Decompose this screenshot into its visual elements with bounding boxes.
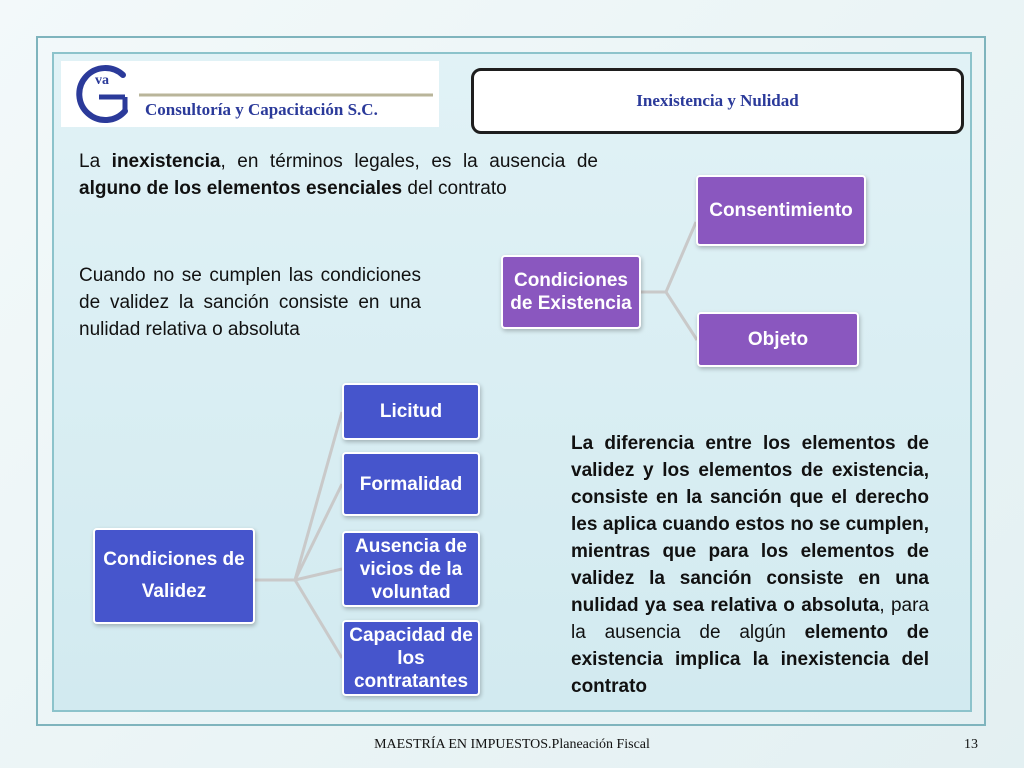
intro-text-2: , en términos legales, es la ausencia de (220, 151, 598, 172)
connector-validez-capacidad (255, 580, 342, 658)
logo-mark: va (95, 73, 109, 88)
node-capacidad: Capacidad de los contratantes (342, 620, 480, 696)
page-number: 13 (964, 737, 978, 752)
node-formalidad: Formalidad (342, 452, 480, 516)
node-condiciones-existencia: Condiciones de Existencia (501, 255, 641, 329)
intro-text-3: del contrato (402, 178, 507, 199)
intro-bold-2: alguno de los elementos esenciales (79, 178, 403, 199)
node-ausencia-vicios: Ausencia de vicios de la voluntad (342, 531, 480, 607)
difference-paragraph (571, 430, 929, 700)
connector-existence-objeto (641, 292, 697, 340)
node-condiciones-validez: Condiciones de Validez (93, 528, 255, 624)
logo-company-name: Consultoría y Capacitación S.C. (145, 100, 378, 119)
node-objeto: Objeto (697, 312, 859, 367)
slide-title: Inexistencia y Nulidad (636, 91, 799, 110)
connector-validez-licitud (255, 412, 342, 580)
validity-note: Cuando no se cumplen las condiciones de validez la sanción consiste en una nulidad relativa o absoluta (79, 265, 421, 340)
node-licitud: Licitud (342, 383, 480, 440)
intro-text-1: La (79, 151, 112, 172)
difference-bold-1: La diferencia entre los elementos de validez y los elementos de existencia, consiste en la sanción que el derecho les aplica cuando estos no se cumplen, mientras que para los elementos de validez la sanción consiste en una nulidad ya sea relativa o absoluta (571, 433, 929, 616)
difference-bold-2: elemento de existencia implica la inexistencia del contrato (571, 622, 929, 697)
difference-text-1: , para la ausencia de algún (571, 595, 929, 643)
footer-text: MAESTRÍA EN IMPUESTOS.Planeación Fiscal (374, 737, 650, 752)
node-consentimiento: Consentimiento (696, 175, 866, 246)
intro-bold-1: inexistencia (111, 151, 221, 172)
connector-existence-consentimiento (641, 222, 696, 292)
